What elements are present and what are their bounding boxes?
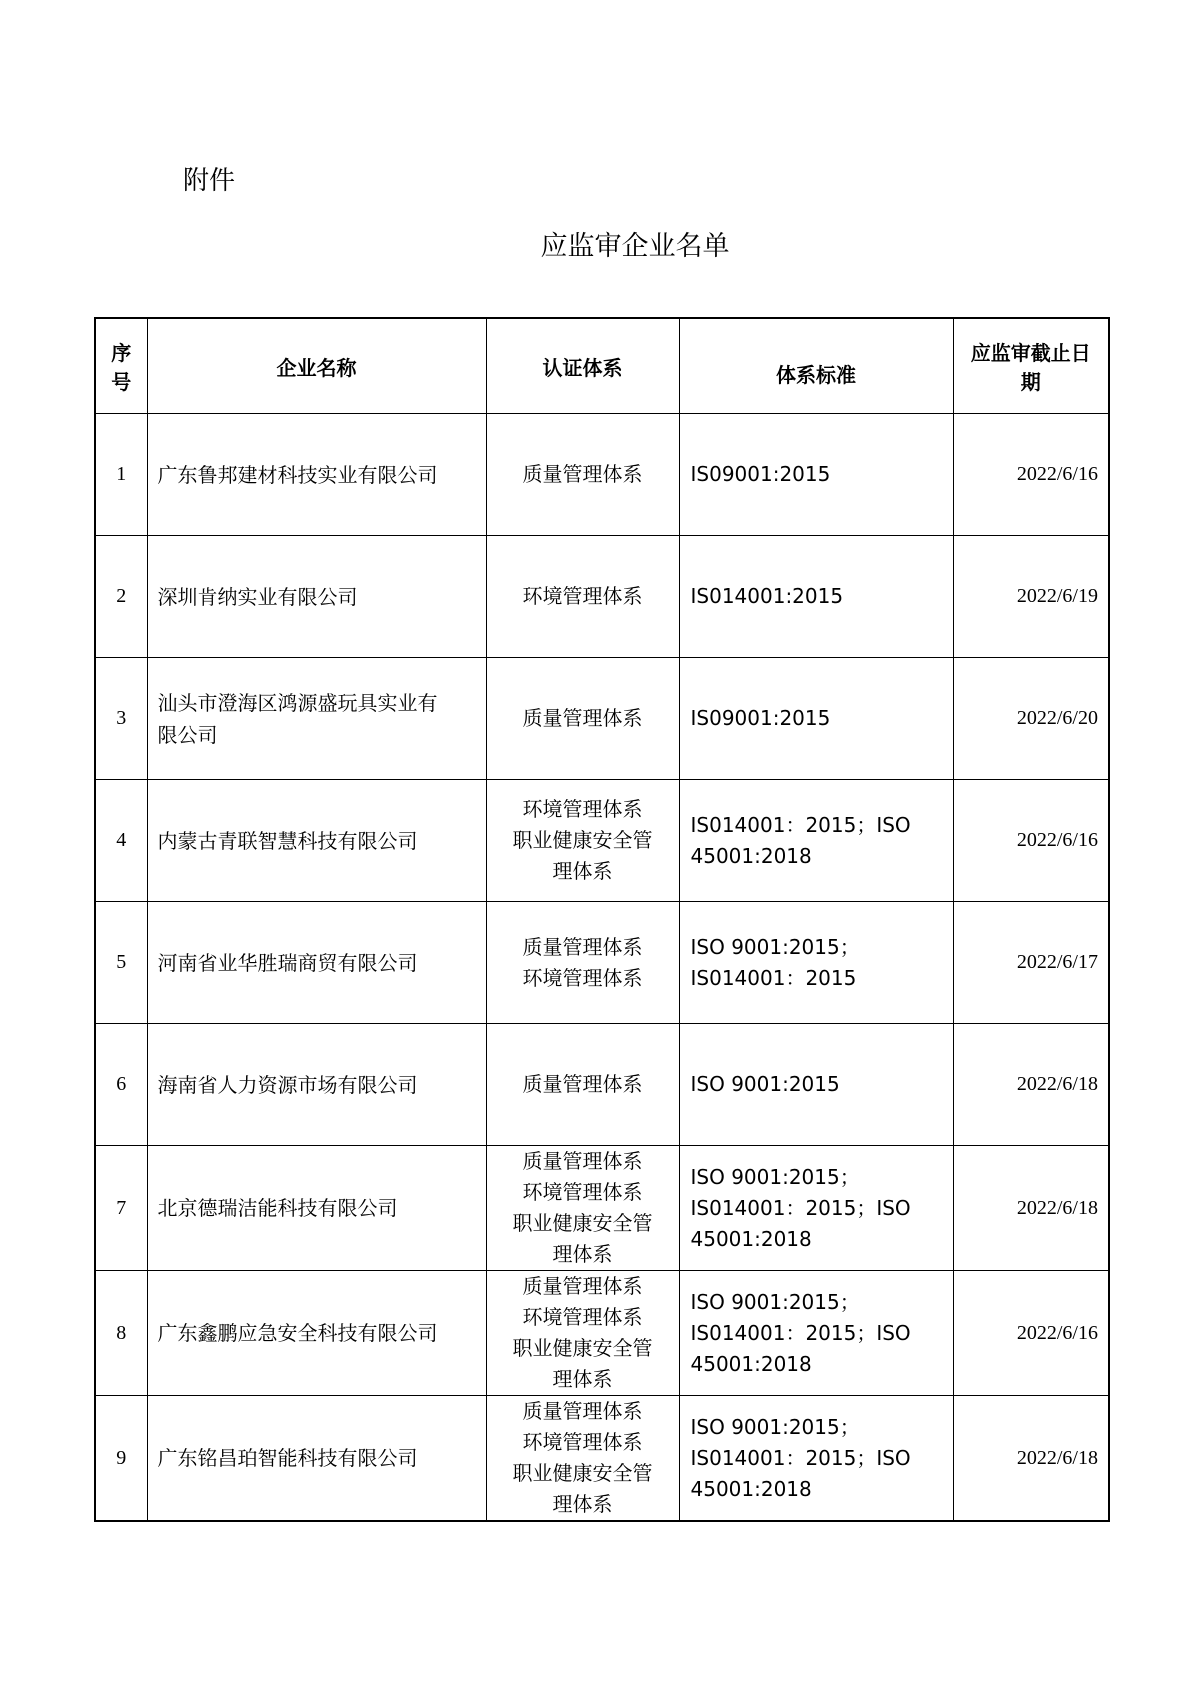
audit-deadline: 2022/6/16 — [953, 1271, 1109, 1396]
system-standard — [679, 1271, 953, 1396]
system-line: 环境管理体系 — [522, 1430, 643, 1454]
certification-system — [486, 1271, 679, 1396]
table-row — [95, 1024, 1109, 1146]
system-line: 理体系 — [552, 1242, 613, 1266]
company-name — [147, 1146, 486, 1271]
document-title: 应监审企业名单 — [540, 231, 730, 262]
certification-system — [486, 902, 679, 1024]
system-standard — [679, 658, 953, 780]
certification-system — [486, 414, 679, 536]
audit-deadline: 2022/6/16 — [953, 780, 1109, 902]
company-line: 深圳肯纳实业有限公司 — [157, 584, 358, 609]
standard-line: ISO 9001:2015； — [690, 1414, 860, 1439]
standard-line: IS09001:2015 — [690, 706, 831, 730]
system-line: 环境管理体系 — [522, 965, 643, 990]
audit-deadline: 2022/6/19 — [953, 536, 1109, 658]
table-row — [95, 1146, 1109, 1271]
standard-line: 45001:2018 — [690, 843, 812, 868]
table-body — [95, 414, 1109, 1522]
row-number: 6 — [95, 1024, 147, 1146]
audit-deadline: 2022/6/18 — [953, 1024, 1109, 1146]
row-number: 4 — [95, 780, 147, 902]
standard-line: IS014001：2015；ISO — [690, 1195, 911, 1220]
system-line: 质量管理体系 — [522, 1072, 643, 1096]
row-number: 7 — [95, 1146, 147, 1271]
company-line: 汕头市澄海区鸿源盛玩具实业有 — [157, 690, 438, 715]
system-line: 环境管理体系 — [522, 1180, 643, 1204]
company-line: 海南省人力资源市场有限公司 — [157, 1072, 418, 1097]
company-line: 广东鑫鹏应急安全科技有限公司 — [157, 1321, 438, 1345]
header-system: 认证体系 — [486, 318, 679, 414]
system-line: 质量管理体系 — [522, 1274, 643, 1298]
standard-line: ISO 9001:2015； — [690, 1289, 860, 1314]
company-name — [147, 1396, 486, 1522]
header-company: 企业名称 — [147, 318, 486, 414]
certification-system — [486, 1146, 679, 1271]
company-line: 限公司 — [157, 722, 218, 747]
company-name — [147, 536, 486, 658]
system-line: 理体系 — [552, 1492, 613, 1516]
system-standard — [679, 780, 953, 902]
company-line: 北京德瑞洁能科技有限公司 — [157, 1196, 398, 1220]
system-standard — [679, 536, 953, 658]
system-line: 职业健康安全管 — [512, 828, 653, 852]
system-line: 理体系 — [552, 859, 613, 883]
standard-line: IS014001：2015 — [690, 965, 857, 990]
audit-deadline: 2022/6/18 — [953, 1146, 1109, 1271]
header-no: 序 号 — [95, 318, 147, 414]
system-line: 职业健康安全管 — [512, 1461, 653, 1485]
standard-line: IS014001：2015；ISO — [690, 1320, 911, 1345]
system-line: 质量管理体系 — [522, 1149, 643, 1173]
header-standard: 体系标准 — [679, 318, 953, 414]
company-name — [147, 1271, 486, 1396]
table-row — [95, 536, 1109, 658]
standard-line: ISO 9001:2015 — [690, 1072, 840, 1096]
table-row — [95, 1396, 1109, 1522]
system-line: 质量管理体系 — [522, 706, 643, 730]
standard-line: 45001:2018 — [690, 1476, 812, 1501]
standard-line: IS014001：2015；ISO — [690, 1445, 911, 1470]
standard-line: ISO 9001:2015； — [690, 1164, 860, 1189]
table-row — [95, 1271, 1109, 1396]
certification-system — [486, 1396, 679, 1522]
system-standard — [679, 902, 953, 1024]
system-line: 环境管理体系 — [522, 1305, 643, 1329]
system-line: 职业健康安全管 — [512, 1336, 653, 1360]
row-number: 1 — [95, 414, 147, 536]
table-row — [95, 658, 1109, 780]
standard-line: IS09001:2015 — [690, 462, 831, 486]
audit-deadline: 2022/6/16 — [953, 414, 1109, 536]
system-standard — [679, 1146, 953, 1271]
company-list-table — [94, 317, 1110, 1522]
standard-line: 45001:2018 — [690, 1226, 812, 1251]
row-number: 5 — [95, 902, 147, 1024]
system-standard — [679, 414, 953, 536]
company-name — [147, 414, 486, 536]
system-standard — [679, 1024, 953, 1146]
company-name — [147, 1024, 486, 1146]
system-line: 环境管理体系 — [522, 797, 643, 821]
certification-system — [486, 536, 679, 658]
standard-line: IS014001：2015；ISO — [690, 812, 911, 837]
audit-deadline: 2022/6/20 — [953, 658, 1109, 780]
company-line: 广东鲁邦建材科技实业有限公司 — [157, 462, 438, 487]
system-line: 质量管理体系 — [522, 1399, 643, 1423]
system-line: 理体系 — [552, 1367, 613, 1391]
attachment-label: 附件 — [183, 166, 236, 196]
row-number: 3 — [95, 658, 147, 780]
table-row — [95, 902, 1109, 1024]
company-name — [147, 902, 486, 1024]
system-standard — [679, 1396, 953, 1522]
company-line: 内蒙古青联智慧科技有限公司 — [157, 828, 418, 853]
company-line: 河南省业华胜瑞商贸有限公司 — [157, 950, 418, 975]
company-name — [147, 780, 486, 902]
header-deadline: 应监审截止日 期 — [953, 318, 1109, 414]
row-number: 9 — [95, 1396, 147, 1522]
row-number: 8 — [95, 1271, 147, 1396]
audit-deadline: 2022/6/17 — [953, 902, 1109, 1024]
standard-line: 45001:2018 — [690, 1351, 812, 1376]
company-name — [147, 658, 486, 780]
standard-line: IS014001:2015 — [690, 584, 844, 608]
company-line: 广东铭昌珀智能科技有限公司 — [157, 1446, 418, 1470]
system-line: 环境管理体系 — [522, 584, 643, 608]
table-header-row — [95, 318, 1109, 414]
table-row — [95, 780, 1109, 902]
certification-system — [486, 780, 679, 902]
certification-system — [486, 1024, 679, 1146]
audit-deadline: 2022/6/18 — [953, 1396, 1109, 1522]
certification-system — [486, 658, 679, 780]
system-line: 职业健康安全管 — [512, 1211, 653, 1235]
table-row — [95, 414, 1109, 536]
row-number: 2 — [95, 536, 147, 658]
standard-line: ISO 9001:2015； — [690, 934, 860, 959]
system-line: 质量管理体系 — [522, 462, 643, 486]
system-line: 质量管理体系 — [522, 934, 643, 959]
